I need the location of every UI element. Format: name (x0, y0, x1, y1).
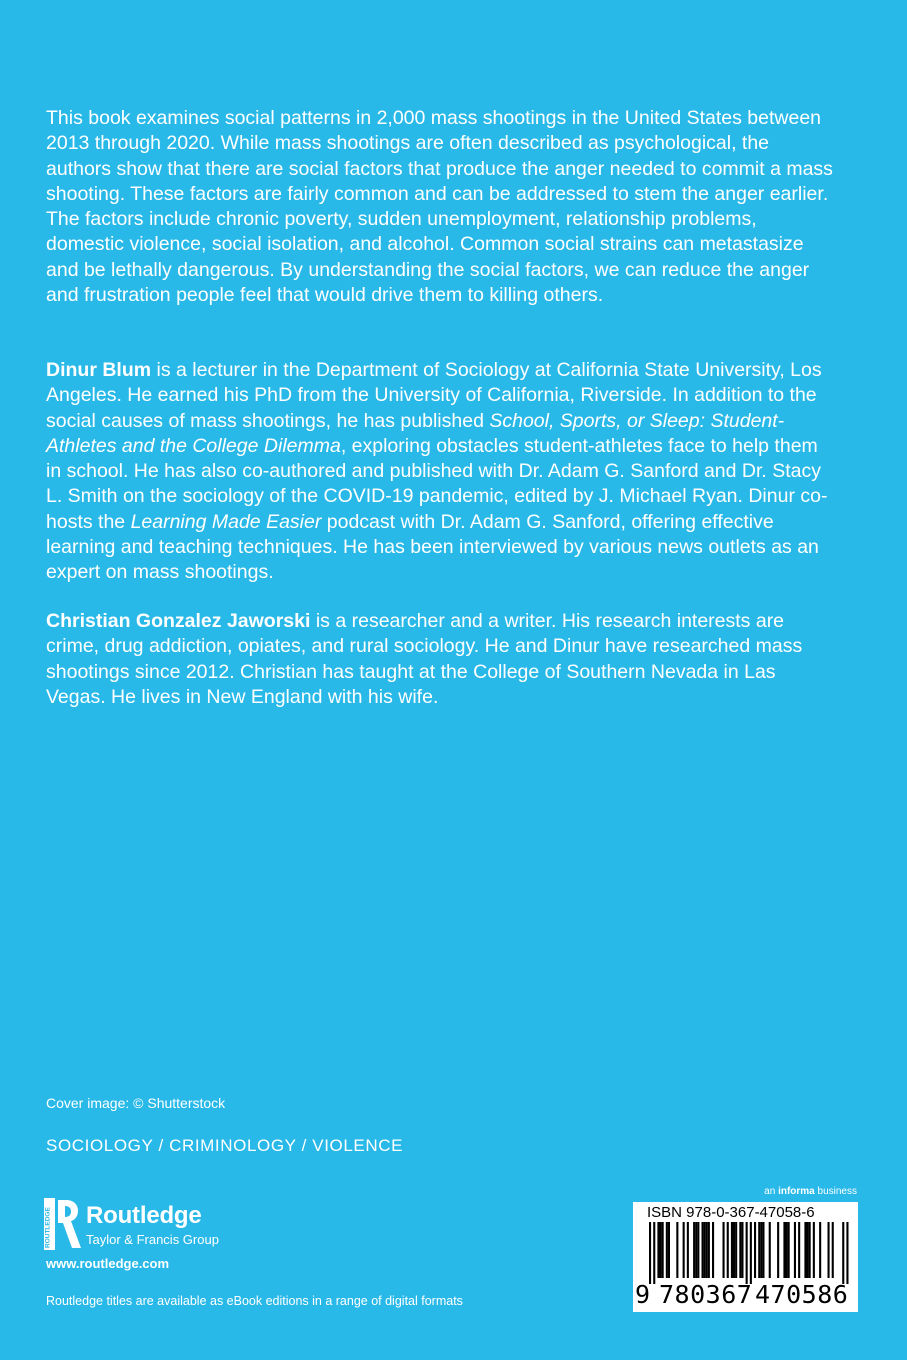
barcode-bar (758, 1222, 760, 1278)
barcode-bar (653, 1222, 655, 1284)
barcode-bar (754, 1222, 756, 1278)
book-title: School, Sports, or Sleep: Student-Athletes and the College Dilemma (46, 409, 785, 457)
barcode-bar (668, 1222, 670, 1278)
barcode-bar (693, 1222, 695, 1278)
publisher-url[interactable]: www.routledge.com (46, 1256, 170, 1271)
barcode-bar (695, 1222, 697, 1278)
isbn-label: ISBN 978-0-367-47058-6 (647, 1204, 815, 1221)
podcast-title: Learning Made Easier (130, 510, 322, 533)
barcode-bar (723, 1222, 725, 1278)
author-bio-christian-jaworski (46, 609, 836, 710)
barcode-bar (704, 1222, 706, 1278)
barcode-bar (657, 1222, 659, 1278)
barcode-bar (735, 1222, 737, 1278)
barcode-bar (804, 1222, 806, 1278)
svg-text:ROUTLEDGE: ROUTLEDGE (44, 1207, 52, 1248)
ebook-note: Routledge titles are available as eBook editions in a range of digital formats (46, 1294, 463, 1308)
barcode-bar (842, 1222, 844, 1284)
author-name: Christian Gonzalez Jaworski (46, 610, 311, 632)
barcode-bar (662, 1222, 664, 1278)
author-name: Dinur Blum (46, 359, 152, 381)
barcode-bar (727, 1222, 729, 1278)
barcode-bar (666, 1222, 668, 1278)
barcode-bar (832, 1222, 834, 1278)
barcode-bar (769, 1222, 771, 1278)
barcode-bar (687, 1222, 689, 1278)
routledge-logo-icon (44, 1198, 82, 1250)
barcode-bar (794, 1222, 796, 1278)
barcode-bars (633, 1222, 858, 1284)
barcode-bar (809, 1222, 811, 1278)
book-description: This book examines social patterns in 2,000 mass shootings in the United States between 2013 through 2020. While mass shootings are often described as psychological, the authors show that there are social factors that produce the anger needed to commit a mass shooting. These factors are fairly common and can be addressed to stem the anger earlier. The factors include chronic poverty, sudden unemployment, relationship problems, domestic violence, social isolation, and alcohol. Common social strains can metastasize and be lethally dangerous. By understanding the social factors, we can reduce the anger and frustration people feel that would drive them to killing others. (46, 107, 833, 307)
barcode-bar (712, 1222, 714, 1278)
publisher-group: Taylor & Francis Group (86, 1232, 219, 1247)
barcode-bar (706, 1222, 708, 1278)
routledge-logo (44, 1198, 244, 1252)
barcode-bar (697, 1222, 699, 1278)
barcode-bar (798, 1222, 800, 1278)
isbn-barcode: ISBN 978-0-367-47058-6 9 780367 470586 (633, 1202, 858, 1312)
cover-credit: Cover image: © Shutterstock (46, 1095, 226, 1111)
barcode-bar (788, 1222, 790, 1278)
barcode-bar (783, 1222, 785, 1278)
barcode-bar (762, 1222, 764, 1278)
barcode-bar (731, 1222, 733, 1278)
barcode-bar (708, 1222, 710, 1278)
barcode-bar (786, 1222, 788, 1278)
barcode-bar (828, 1222, 830, 1278)
barcode-bar (819, 1222, 821, 1278)
author-bio-dinur-blum (46, 358, 836, 586)
barcode-bar (702, 1222, 704, 1278)
barcode-bar (813, 1222, 815, 1278)
barcode-bar (733, 1222, 735, 1278)
bio-text: is a researcher and a writer. His research interests are crime, drug addiction, opiates, and rural sociology. He and Dinur have researched mass shootings since 2012. Christian has taught at the College of Southern Nevada in Las Vegas. He lives in New England with his wife. (46, 610, 803, 708)
barcode-bar (739, 1222, 741, 1278)
barcode-bar (746, 1222, 748, 1284)
barcode-bar (660, 1222, 662, 1278)
barcode-bar (683, 1222, 685, 1278)
bio-text: is a lecturer in the Department of Sociology at California State University, Los Angeles. He earned his PhD from the University of California, Riverside. In addition to the social causes of mass shootings, he has published (46, 359, 822, 432)
bio-text: , exploring obstacles student-athletes face to help them in school. He has also co-authored and published with Dr. Adam G. Sanford and Dr. Stacy L. Smith on the sociology of the COVID-19 pandemic, edited by J. Michael Ryan. Dinur co-hosts the (46, 434, 828, 533)
publisher-name: Routledge (86, 1202, 202, 1229)
subject-categories: SOCIOLOGY / CRIMINOLOGY / VIOLENCE (46, 1136, 404, 1155)
informa-business-tag: an informa business (764, 1186, 857, 1197)
barcode-bar (760, 1222, 762, 1278)
barcode-bar (846, 1222, 848, 1284)
barcode-bar (750, 1222, 752, 1284)
barcode-bar (676, 1222, 678, 1278)
bio-text: podcast with Dr. Adam G. Sanford, offering effective learning and teaching techniques. He has been interviewed by various news outlets as an expert on mass shootings. (46, 510, 819, 584)
barcode-bar (741, 1222, 743, 1278)
barcode-bar (649, 1222, 651, 1284)
barcode-bar (807, 1222, 809, 1278)
barcode-bar (777, 1222, 779, 1278)
